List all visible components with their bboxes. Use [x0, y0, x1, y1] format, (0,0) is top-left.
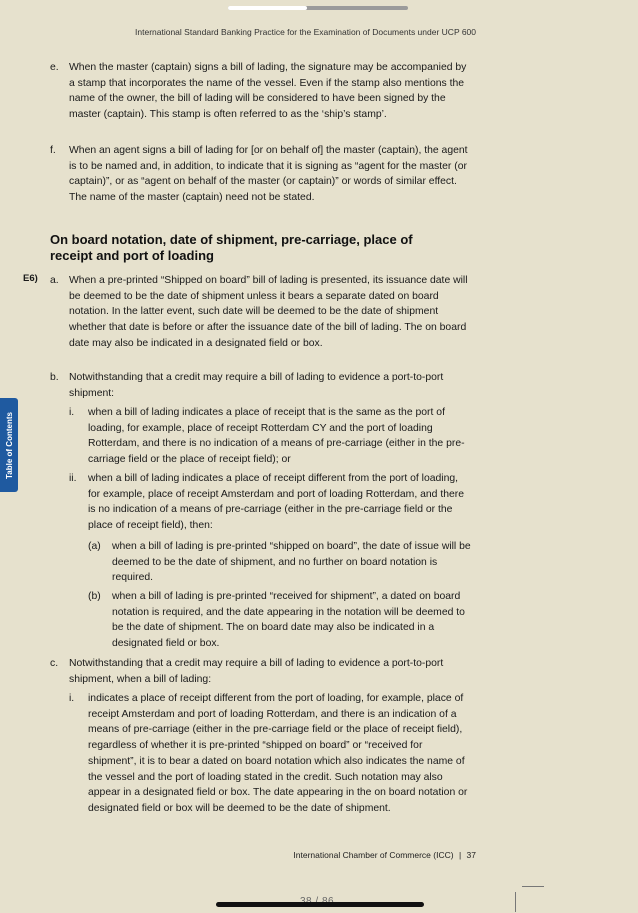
divider-horizontal — [522, 886, 544, 887]
item-f-letter: f. — [50, 145, 56, 156]
item-b-ii-num: ii. — [69, 473, 77, 484]
footer-separator: | — [458, 850, 462, 860]
item-b-text: Notwithstanding that a credit may require a bill of lading to evidence a port-to-port shipment: — [69, 372, 444, 399]
item-c-letter: c. — [50, 658, 59, 669]
item-b-i-num: i. — [69, 407, 75, 418]
page-progress-fill — [228, 6, 307, 10]
home-indicator-bar[interactable] — [216, 902, 424, 907]
item-e-letter: e. — [50, 62, 59, 73]
item-c-text: Notwithstanding that a credit may require a bill of lading to evidence a port-to-port shipment, when a bill of lading: — [69, 658, 444, 685]
item-b-letter: b. — [50, 372, 59, 383]
section-ref: E6) — [23, 273, 38, 284]
item-a-letter: a. — [50, 275, 59, 286]
page-footer — [293, 850, 476, 860]
item-b-ii-text: when a bill of lading indicates a place of receipt different from the port of loading, for example, place of receipt Amsterdam and port of loading Rotterdam, and there is no indication of a means of pre-carriage (either in the pre-carriage field or the place of receipt field), then: — [88, 473, 465, 532]
item-b-ii-b-text: when a bill of lading is pre-printed “received for shipment”, a dated on board notation is required, and the date appearing in the notation will be deemed to be the date of shipment. The on board date may also be indicated in a designated field or box. — [112, 591, 465, 650]
item-f-text: When an agent signs a bill of lading for [or on behalf of] the master (captain), the agent is to be named and, in addition, to indicate that it is signing as “agent for the master (or captain)”, or as “agent on behalf of the master (or captain)” or words of similar effect. The name of the master (captain) need not be stated. — [69, 145, 468, 204]
table-of-contents-tab[interactable] — [0, 398, 18, 492]
header-title: International Standard Banking Practice for the Examination of Documents under UCP 600 — [135, 27, 476, 37]
toc-tab-label: Table of Contents — [4, 411, 14, 479]
item-b-ii-b-letter: (b) — [88, 591, 101, 602]
item-c-i-num: i. — [69, 693, 75, 704]
item-b-ii-a-letter: (a) — [88, 541, 101, 552]
page-header — [135, 27, 476, 37]
item-b-ii-a-text: when a bill of lading is pre-printed “shipped on board”, the date of issue will be deemed to be the date of shipment, and no further on board notation is required. — [112, 541, 471, 584]
page-progress-bar[interactable] — [228, 6, 408, 10]
item-a-text: When a pre-printed “Shipped on board” bill of lading is presented, its issuance date will be deemed to be the date of shipment unless it bears a separate dated on board notation. In the latter event, such date will be deemed to be the date of shipment whether that date is before or after the issuance date of the bill of lading. The on board date may also be indicated in a designated field or box. — [69, 275, 468, 349]
footer-page-number: 37 — [466, 850, 476, 860]
divider-vertical — [515, 892, 516, 912]
section-heading: On board notation, date of shipment, pre-carriage, place of receipt and port of loading — [50, 232, 413, 263]
item-b-i-text: when a bill of lading indicates a place of receipt that is the same as the port of loading, for example, place of receipt Rotterdam CY and the port of loading Rotterdam, and there is no indication of a means of pre-carriage (either in the pre-carriage field or the place of receipt field); or — [88, 407, 465, 466]
footer-publisher: International Chamber of Commerce (ICC) — [293, 850, 454, 860]
item-c-i-text: indicates a place of receipt different from the port of loading, for example, place of receipt Amsterdam and port of loading Rotterdam, and there is an indication of a means of pre-carriage (either in the pre-carriage field or the place of receipt field), regardless of whether it is pre-printed “shipped on board” or “received for shipment”, it is to bear a dated on board notation which also indicates the name of the vessel and the port of loading stated in the credit. Such notation may also appear in a designated field or box. The date appearing in the on board notation or designated field or box will be deemed to be the date of shipment. — [88, 693, 468, 814]
item-e-text: When the master (captain) signs a bill of lading, the signature may be accompanied by a stamp that incorporates the name of the vessel. Even if the stamp also mentions the name of the owner, the bill of lading will be considered to have been signed by the master (captain). This stamp is often referred to as the ‘ship’s stamp’. — [69, 62, 467, 121]
